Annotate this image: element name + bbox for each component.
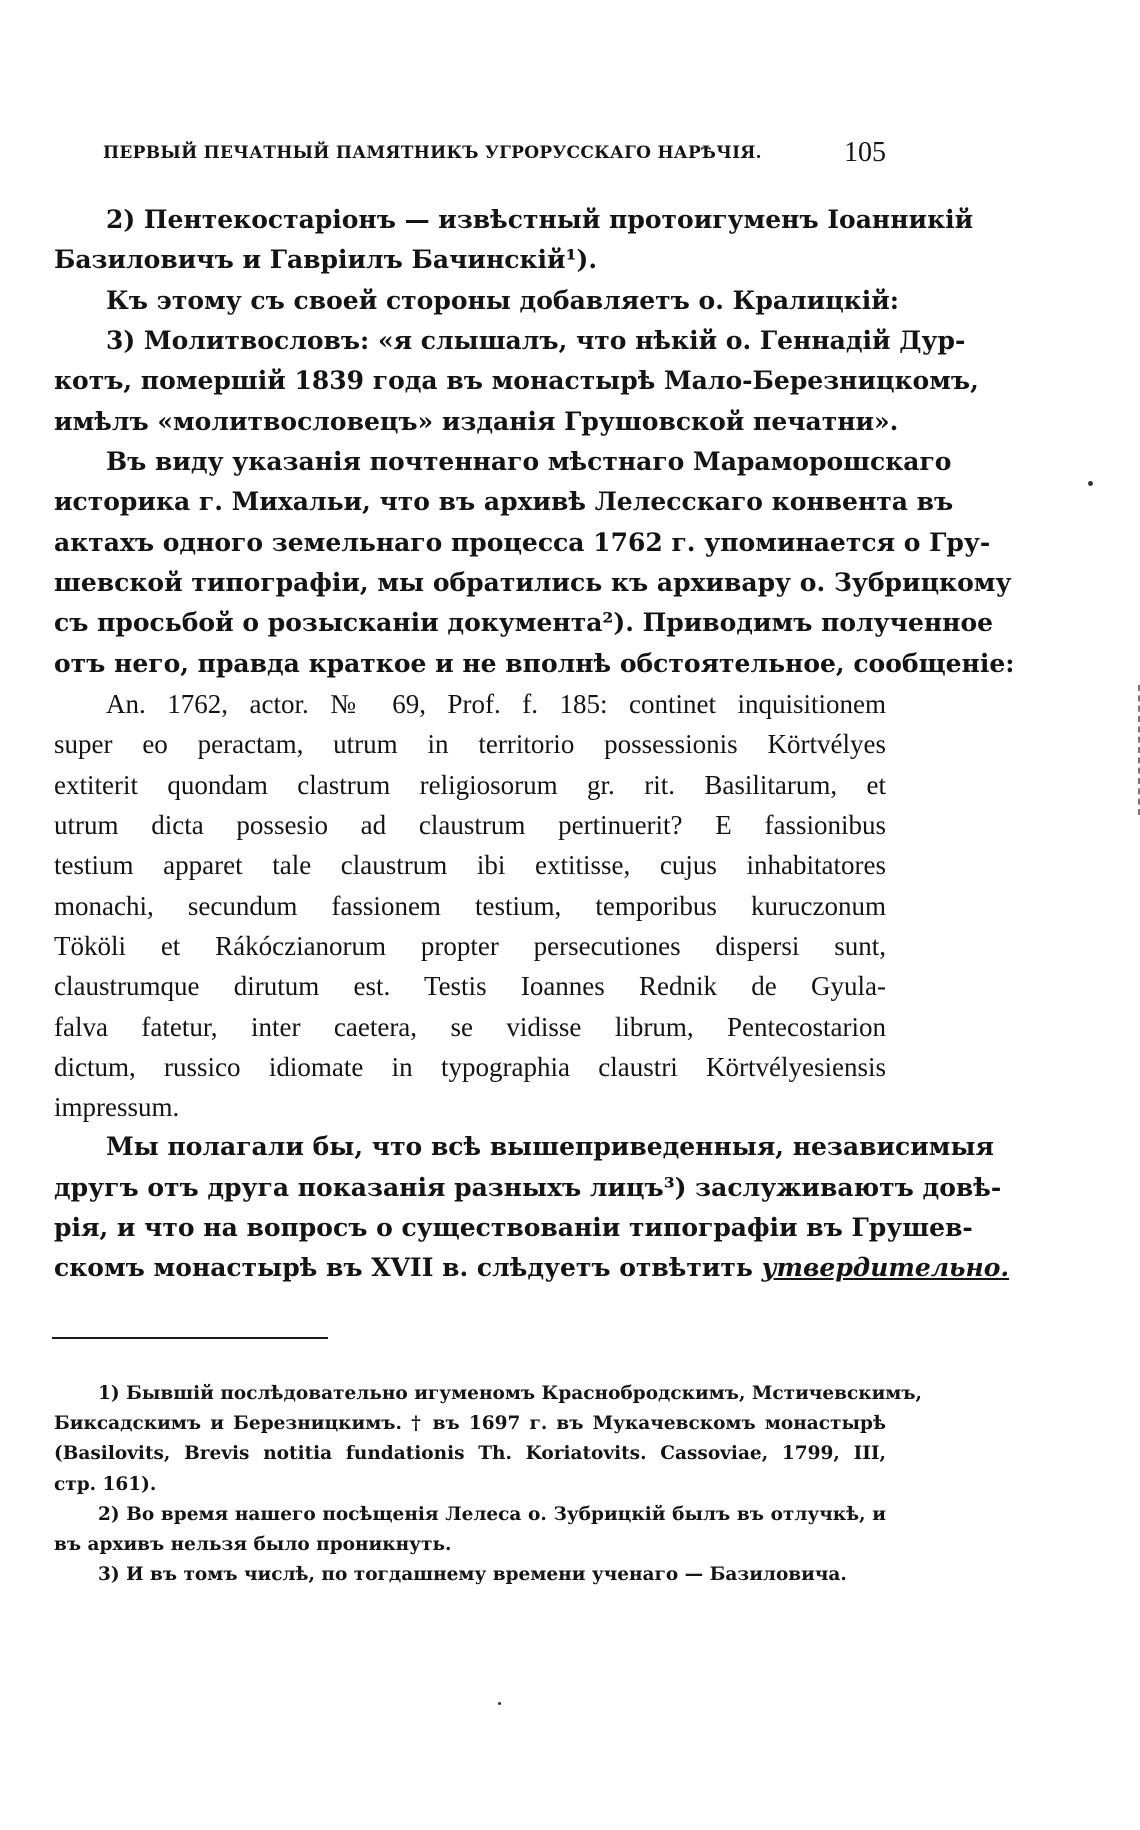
text-line-final-text: скомъ монастырѣ въ XVII в. слѣдуетъ отвѣтить [54, 1253, 753, 1283]
latin-line: testium apparet tale claustrum ibi extitisse, cujus inhabitatores [54, 850, 886, 881]
latin-line: An. 1762, actor. № 69, Prof. f. 185: continet inquisitionem [106, 689, 886, 720]
text-line: отъ него, правда краткое и не вполнѣ обстоятельное, сообщеніе: [54, 648, 1015, 678]
text-line: 3) Молитвословъ: «я слышалъ, что нѣкій о. Геннадій Дур- [106, 326, 966, 356]
running-head: ПЕРВЫЙ ПЕЧАТНЫЙ ПАМЯТНИКЪ УГРОРУССКАГО НАРѢЧІЯ. [103, 143, 762, 163]
text-line: 2) Пентекостаріонъ — извѣстный протоигуменъ Іоанникій [106, 205, 974, 234]
text-line: Мы полагали бы, что всѣ вышеприведенныя, независимыя [106, 1132, 995, 1162]
latin-line: falva fatetur, inter caetera, se vidisse librum, Pentecostarion [54, 1011, 886, 1042]
latin-line: Tököli et Rákóczianorum propter persecutiones dispersi sunt, [54, 930, 886, 961]
main-text [54, 200, 1015, 1289]
latin-line: dictum, russico idiomate in typographia claustri Körtvélyesiensis [54, 1051, 886, 1082]
page-header [103, 137, 886, 171]
text-line: Базиловичъ и Гавріилъ Бачинскій¹). [54, 245, 598, 275]
latin-line: claustrumque dirutum est. Testis Ioannes Rednik de Gyula- [54, 971, 886, 1002]
scan-edge-mark [1134, 685, 1140, 815]
text-line: актахъ одного земельнаго процесса 1762 г. упоминается о Гру- [54, 527, 991, 557]
scan-speck [1088, 481, 1093, 486]
latin-line: super eo peractam, utrum in territorio possessionis Körtvélyes [54, 729, 886, 760]
text-line: котъ, помершій 1839 года въ монастырѣ Мало-Березницкомъ, [54, 366, 979, 396]
latin-line: extiterit quondam clastrum religiosorum gr. rit. Basilitarum, et [54, 769, 886, 800]
text-line: съ просьбой о розысканіи документа²). Приводимъ полученное [54, 608, 994, 638]
page-number: 105 [844, 137, 886, 168]
text-line: другъ отъ друга показанія разныхъ лицъ³) заслуживаютъ довѣ- [54, 1172, 1002, 1202]
latin-line: monachi, secundum fassionem testium, temporibus kuruczonum [54, 890, 886, 921]
footnote-line: 3) И въ томъ числѣ, по тогдашнему времени ученаго — Базиловича. [98, 1564, 847, 1586]
text-line: историка г. Михальи, что въ архивѣ Лелесскаго конвента въ [54, 487, 954, 517]
footnote-divider [52, 1337, 328, 1339]
text-line: Къ этому съ своей стороны добавляетъ о. Кралицкій: [106, 285, 899, 315]
text-line-final [54, 1248, 1010, 1288]
footnote-line: въ архивъ нельзя было проникнуть. [54, 1533, 452, 1555]
footnote-line: (Basilovits, Brevis notitia fundationis Th. Koriatovits. Cassoviae, 1799, III, [54, 1443, 886, 1465]
scan-speck [498, 1702, 501, 1705]
text-line: шевской типографіи, мы обратились къ архивару о. Зубрицкому [54, 568, 1012, 598]
footnote-line: стр. 161). [54, 1473, 157, 1495]
emphasis-word: утвердительно. [761, 1253, 1010, 1283]
text-line: имѣлъ «молитвословецъ» изданія Грушовской печатни». [54, 406, 899, 436]
latin-line: impressum. [54, 1092, 180, 1123]
text-line: рія, и что на вопросъ о существованіи типографіи въ Грушев- [54, 1213, 973, 1243]
text-line: Въ виду указанія почтеннаго мѣстнаго Мараморошскаго [106, 447, 952, 477]
footnote-line: Биксадскимъ и Березницкимъ. † въ 1697 г. въ Мукачевскомъ монастырѣ [54, 1413, 886, 1435]
footnotes [54, 1379, 922, 1590]
footnote-line: 1) Бывшій послѣдовательно игуменомъ Краснобродскимъ, Мстичевскимъ, [98, 1383, 922, 1404]
footnote-line: 2) Во время нашего посѣщенія Лелеса о. Зубрицкій былъ въ отлучкѣ, и [98, 1503, 886, 1525]
latin-line: utrum dicta possesio ad claustrum pertinuerit? E fassionibus [54, 810, 886, 841]
